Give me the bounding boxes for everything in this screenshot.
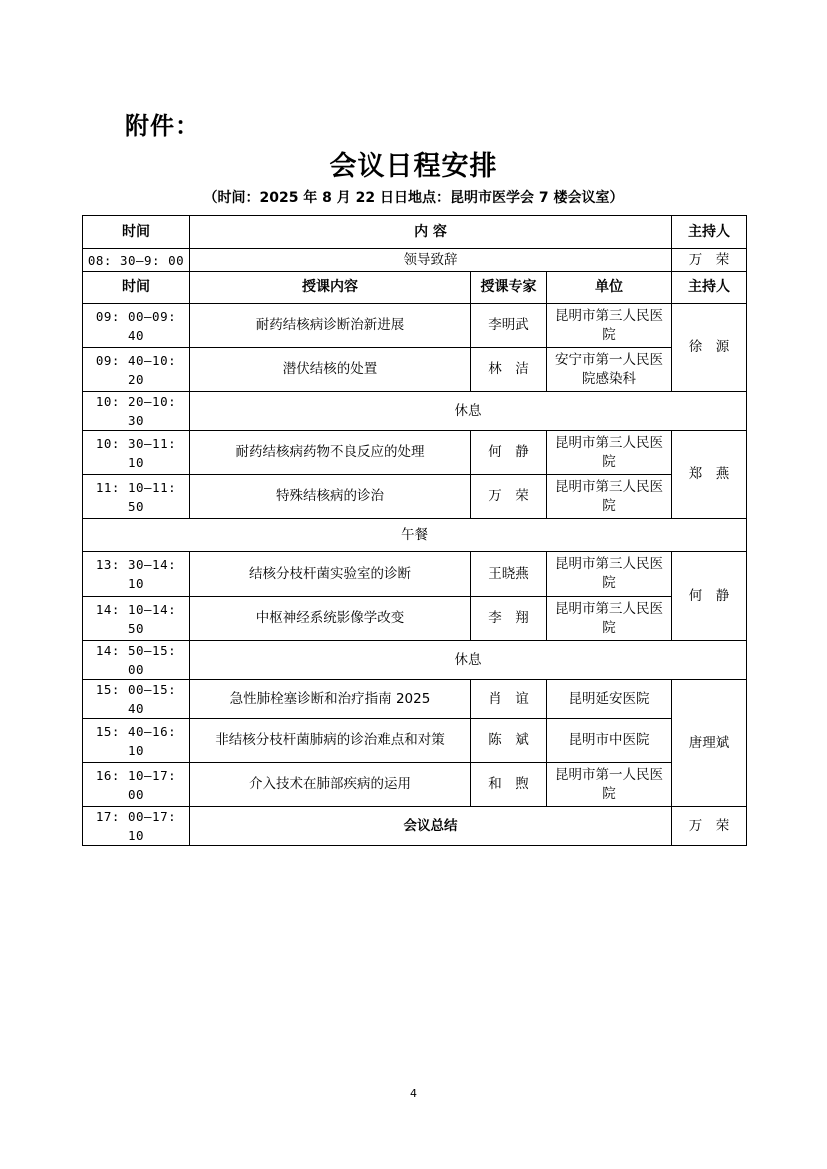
session-time: 16: 10—17: 00 <box>83 763 190 807</box>
break-row <box>83 392 747 431</box>
session-topic: 耐药结核病诊断治新进展 <box>190 304 471 348</box>
page-number: 4 <box>410 1087 417 1100</box>
session-topic: 特殊结核病的诊治 <box>190 475 471 519</box>
session-time: 15: 40—16: 10 <box>83 719 190 763</box>
session-time: 08: 30—9: 00 <box>83 249 190 272</box>
schedule-table <box>82 215 747 846</box>
session-unit: 昆明市第一人民医院 <box>547 763 672 807</box>
page-title: 会议日程安排 <box>329 151 498 182</box>
session-unit: 昆明市中医院 <box>547 719 672 763</box>
session-host: 万 荣 <box>672 807 747 846</box>
session-unit: 昆明延安医院 <box>547 680 672 719</box>
session-expert: 李明武 <box>471 304 547 348</box>
session-unit: 昆明市第三人民医院 <box>547 597 672 641</box>
session-topic: 急性肺栓塞诊断和治疗指南 2025 <box>190 680 471 719</box>
session-topic: 潜伏结核的处置 <box>190 348 471 392</box>
session-time: 11: 10—11: 50 <box>83 475 190 519</box>
table-row <box>83 597 747 641</box>
session-host: 郑 燕 <box>672 431 747 519</box>
session-unit: 昆明市第三人民医院 <box>547 304 672 348</box>
table-row <box>83 475 747 519</box>
header-content: 内 容 <box>190 216 672 249</box>
closing-row <box>83 807 747 846</box>
session-expert: 何 静 <box>471 431 547 475</box>
table-row <box>83 719 747 763</box>
session-unit: 安宁市第一人民医院感染科 <box>547 348 672 392</box>
table-header-row <box>83 216 747 249</box>
lunch-row <box>83 519 747 552</box>
header-host: 主持人 <box>672 216 747 249</box>
break-time: 10: 20—10: 30 <box>83 392 190 431</box>
table-row <box>83 763 747 807</box>
session-expert: 林 洁 <box>471 348 547 392</box>
table-row <box>83 552 747 597</box>
header-time: 时间 <box>83 216 190 249</box>
subheader-expert: 授课专家 <box>471 272 547 304</box>
session-topic: 介入技术在肺部疾病的运用 <box>190 763 471 807</box>
session-host: 徐 源 <box>672 304 747 392</box>
session-content: 领导致辞 <box>190 249 672 272</box>
meeting-time-location: （时间：2025 年 8 月 22 日日地点：昆明市医学会 7 楼会议室） <box>203 190 624 206</box>
session-content: 会议总结 <box>190 807 672 846</box>
session-expert: 陈 斌 <box>471 719 547 763</box>
table-row <box>83 431 747 475</box>
session-topic: 中枢神经系统影像学改变 <box>190 597 471 641</box>
session-unit: 昆明市第三人民医院 <box>547 431 672 475</box>
subheader-time: 时间 <box>83 272 190 304</box>
break-label: 休息 <box>190 392 747 431</box>
session-host: 万 荣 <box>672 249 747 272</box>
subheader-unit: 单位 <box>547 272 672 304</box>
session-unit: 昆明市第三人民医院 <box>547 475 672 519</box>
session-topic: 耐药结核病药物不良反应的处理 <box>190 431 471 475</box>
table-row <box>83 304 747 348</box>
session-host: 唐理斌 <box>672 680 747 807</box>
break-time: 14: 50—15: 00 <box>83 641 190 680</box>
break-label: 休息 <box>190 641 747 680</box>
session-unit: 昆明市第三人民医院 <box>547 552 672 597</box>
session-time: 14: 10—14: 50 <box>83 597 190 641</box>
attachment-label: 附件： <box>125 112 200 140</box>
lunch-label: 午餐 <box>83 519 747 552</box>
subheader-host: 主持人 <box>672 272 747 304</box>
session-expert: 肖 谊 <box>471 680 547 719</box>
session-topic: 结核分枝杆菌实验室的诊断 <box>190 552 471 597</box>
break-row <box>83 641 747 680</box>
table-row <box>83 680 747 719</box>
session-time: 10: 30—11: 10 <box>83 431 190 475</box>
table-subheader-row <box>83 272 747 304</box>
table-row <box>83 348 747 392</box>
session-host: 何 静 <box>672 552 747 641</box>
session-time: 17: 00—17: 10 <box>83 807 190 846</box>
session-expert: 王晓燕 <box>471 552 547 597</box>
session-time: 15: 00—15: 40 <box>83 680 190 719</box>
session-time: 13: 30—14: 10 <box>83 552 190 597</box>
subheader-topic: 授课内容 <box>190 272 471 304</box>
session-expert: 和 煦 <box>471 763 547 807</box>
session-time: 09: 40—10: 20 <box>83 348 190 392</box>
session-time: 09: 00—09: 40 <box>83 304 190 348</box>
session-topic: 非结核分枝杆菌肺病的诊治难点和对策 <box>190 719 471 763</box>
session-expert: 万 荣 <box>471 475 547 519</box>
session-expert: 李 翔 <box>471 597 547 641</box>
table-row <box>83 249 747 272</box>
